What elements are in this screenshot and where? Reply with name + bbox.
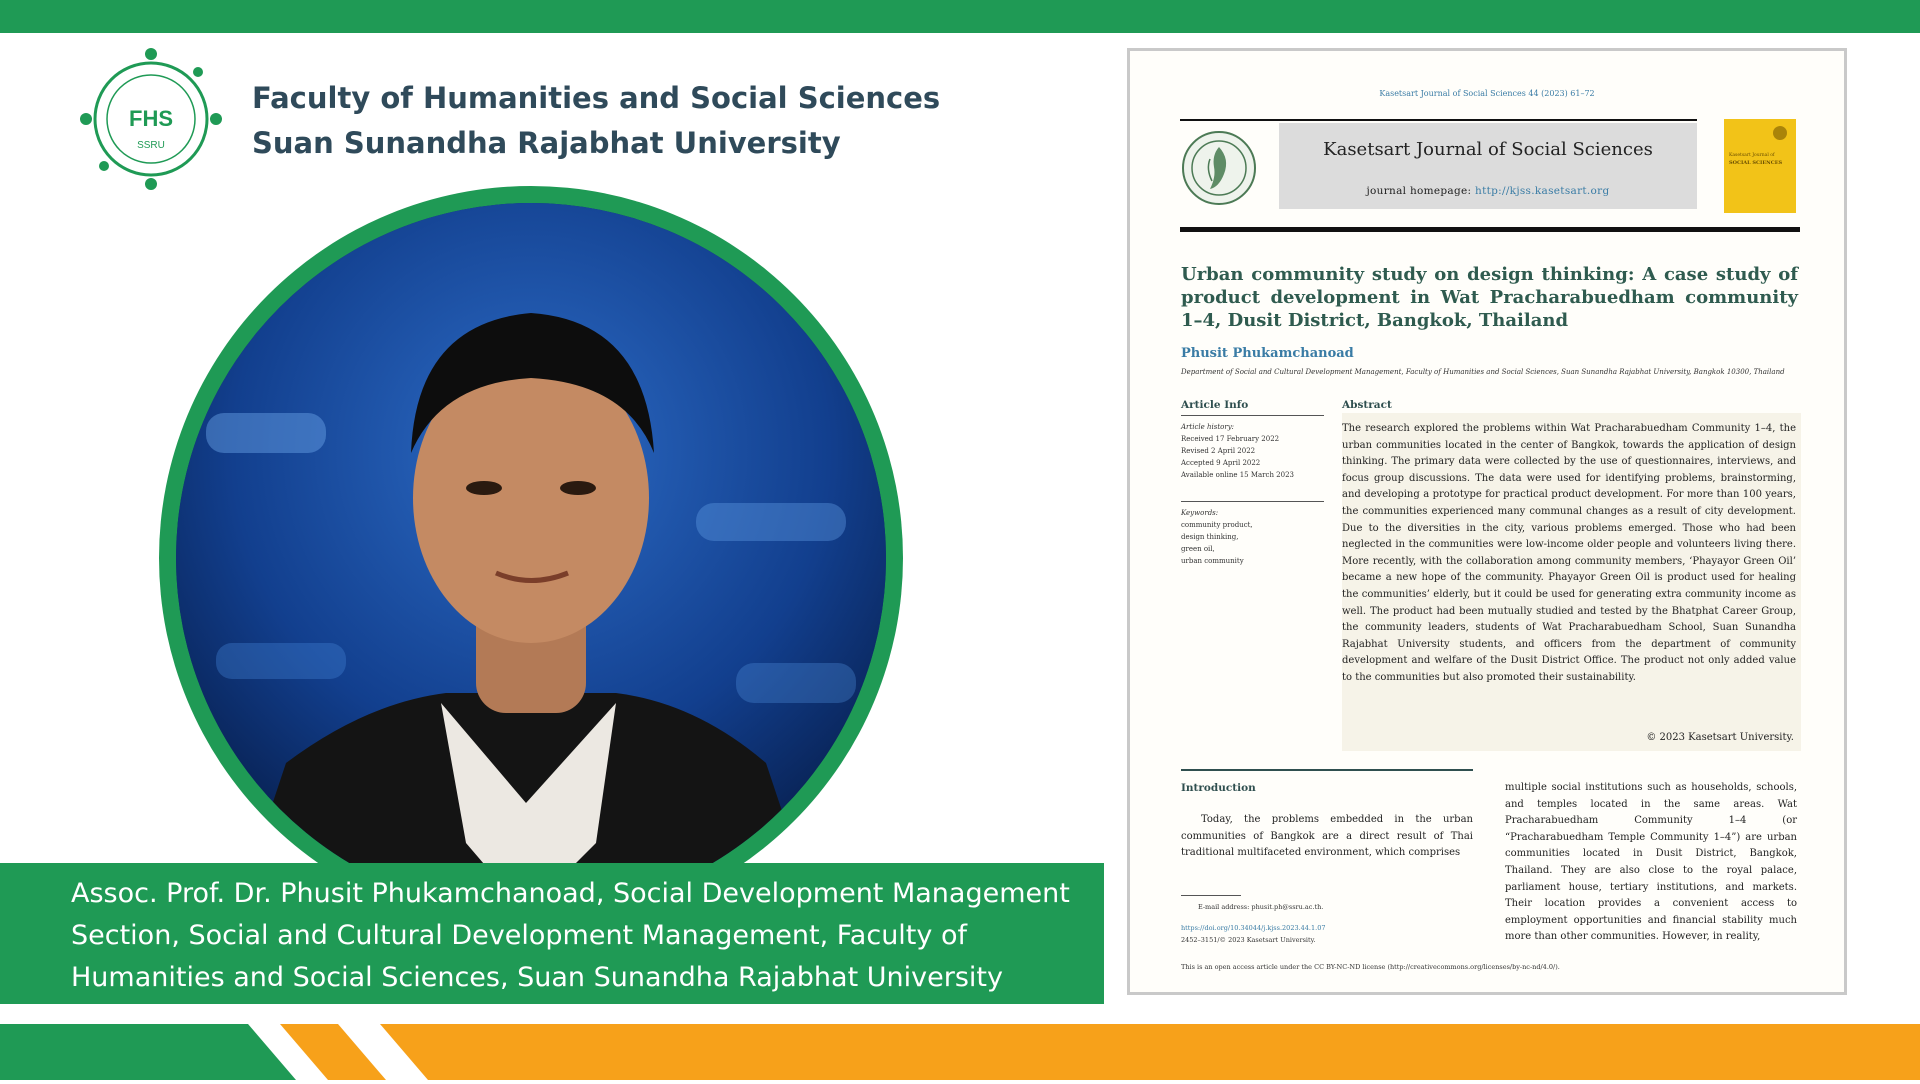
portrait-photo <box>176 203 886 913</box>
abstract-text: The research explored the problems within Wat Pracharabuedham Community 1–4, the urban communities located in the center of Bangkok, towards the application of design thinking. The primary data were collected by the use of questionnaires, interviews, and focus group discussions. The data were used for identifying problems, brainstorming, and developing a prototype for practical product development. For more than 100 years, the communities experienced many communal changes as a result of city development. Due to the diversities in the city, various problems emerged. Those who had been neglected in the communities were low-income older people and volunteers living there. More recently, with the collaboration among community members, ‘Phayayor Green Oil’ became a new hope of the community. Phayayor Green Oil is product used for healing the communities’ elderly, but it could be used for generating extra community income as well. The product had been mutually studied and tested by the Bhatphat Career Group, the community leaders, students of Wat Pracharabuedham School, Suan Sunandha Rajabhat University students, and officers from the department of community development and welfare of the Dusit District Office. The product not only added value to the communities but also promoted their sustainability. <box>1342 423 1796 683</box>
journal-header-box <box>1279 123 1697 209</box>
header-rule <box>1180 119 1697 121</box>
homepage-link[interactable]: http://kjss.kasetsart.org <box>1475 185 1610 197</box>
article-history <box>1181 421 1294 481</box>
keywords-list <box>1181 507 1253 567</box>
author-affiliation: Department of Social and Cultural Development Management, Faculty of Humanities and Social Sciences, Suan Sunandha Rajabhat University, Bangkok 10300, Thailand <box>1181 368 1785 376</box>
journal-citation: Kasetsart Journal of Social Sciences 44 (2023) 61–72 <box>1379 89 1595 98</box>
keyword: design thinking, <box>1181 533 1239 541</box>
cover-title-small: Kasetsart Journal of <box>1729 153 1775 158</box>
homepage-label: journal homepage: <box>1366 185 1476 197</box>
issn-line: 2452–3151/© 2023 Kasetsart University. <box>1181 936 1316 944</box>
abstract-copyright: © 2023 Kasetsart University. <box>1646 732 1794 743</box>
introduction-column-right: multiple social institutions such as households, schools, and temples located in the same areas. Wat Pracharabuedham Community 1–4 (or “Pracharabuedham Temple Community 1–4”) are urban communities located in Dusit District, Bangkok, Thailand. They are also close to the royal palace, parliament house, tertiary institutions, and markets. Their location provides a convenient access to employment opportunities and financial stability much more than other communities. However, in reality, <box>1505 782 1797 943</box>
doi-url[interactable]: https://doi.org/10.34044/j.kjss.2023.44.1.07 <box>1181 924 1326 932</box>
top-green-bar <box>0 0 1920 33</box>
intro-rule <box>1181 769 1473 771</box>
history-item: Revised 2 April 2022 <box>1181 447 1256 455</box>
journal-name: Kasetsart Journal of Social Sciences <box>1323 139 1653 160</box>
doi-link[interactable] <box>1181 924 1325 932</box>
faculty-heading <box>252 76 940 166</box>
faculty-name: Faculty of Humanities and Social Sciences <box>252 81 941 115</box>
logo-bottom-text: SSRU <box>137 140 165 151</box>
introduction-heading: Introduction <box>1181 782 1256 794</box>
article-title: Urban community study on design thinking: A case study of product development in Wat Pracharabuedham community 1–4, Dusit District, Bangkok, Thailand <box>1181 264 1798 331</box>
header-thick-rule <box>1180 227 1800 232</box>
author-caption <box>0 863 1104 1004</box>
history-item: Accepted 9 April 2022 <box>1181 459 1261 467</box>
keywords-label: Keywords: <box>1181 509 1219 517</box>
cover-title: SOCIAL SCIENCES <box>1729 160 1783 166</box>
university-name: Suan Sunandha Rajabhat University <box>252 126 841 160</box>
abstract-heading: Abstract <box>1342 399 1392 411</box>
fhs-logo <box>76 44 226 194</box>
journal-cover-thumbnail <box>1724 119 1796 213</box>
journal-homepage <box>1279 185 1697 197</box>
article-author[interactable]: Phusit Phukamchanoad <box>1181 346 1354 361</box>
license-line: This is an open access article under the CC BY-NC-ND license (http://creativecommons.org/licenses/by-nc-nd/4.0/). <box>1181 963 1560 971</box>
history-item: Available online 15 March 2023 <box>1181 471 1295 479</box>
journal-article-page <box>1127 48 1847 995</box>
article-info-heading: Article Info <box>1181 399 1249 411</box>
bottom-stripe-bar <box>0 1024 1920 1080</box>
keyword: urban community <box>1181 557 1244 565</box>
caption-line: Assoc. Prof. Dr. Phusit Phukamchanoad, Social Development Management <box>71 878 1070 909</box>
caption-line: Section, Social and Cultural Development Management, Faculty of <box>71 920 967 951</box>
keyword: community product, <box>1181 521 1253 529</box>
portrait-frame <box>159 186 903 930</box>
keywords-rule <box>1181 501 1324 502</box>
footnote-rule <box>1181 895 1241 896</box>
author-email: E-mail address: phusit.ph@ssru.ac.th. <box>1198 903 1324 911</box>
intro-left-text: Today, the problems embedded in the urban communities of Bangkok are a direct result of Thai traditional multifaceted environment, which comprises <box>1181 814 1473 859</box>
introduction-column-left <box>1181 812 1473 862</box>
article-history-label: Article history: <box>1181 423 1235 431</box>
info-rule <box>1181 415 1324 416</box>
kasetsart-seal <box>1180 129 1258 207</box>
logo-center-text: FHS <box>129 106 173 131</box>
history-item: Received 17 February 2022 <box>1181 435 1280 443</box>
keyword: green oil, <box>1181 545 1215 553</box>
caption-line: Humanities and Social Sciences, Suan Sunandha Rajabhat University <box>71 962 1003 993</box>
